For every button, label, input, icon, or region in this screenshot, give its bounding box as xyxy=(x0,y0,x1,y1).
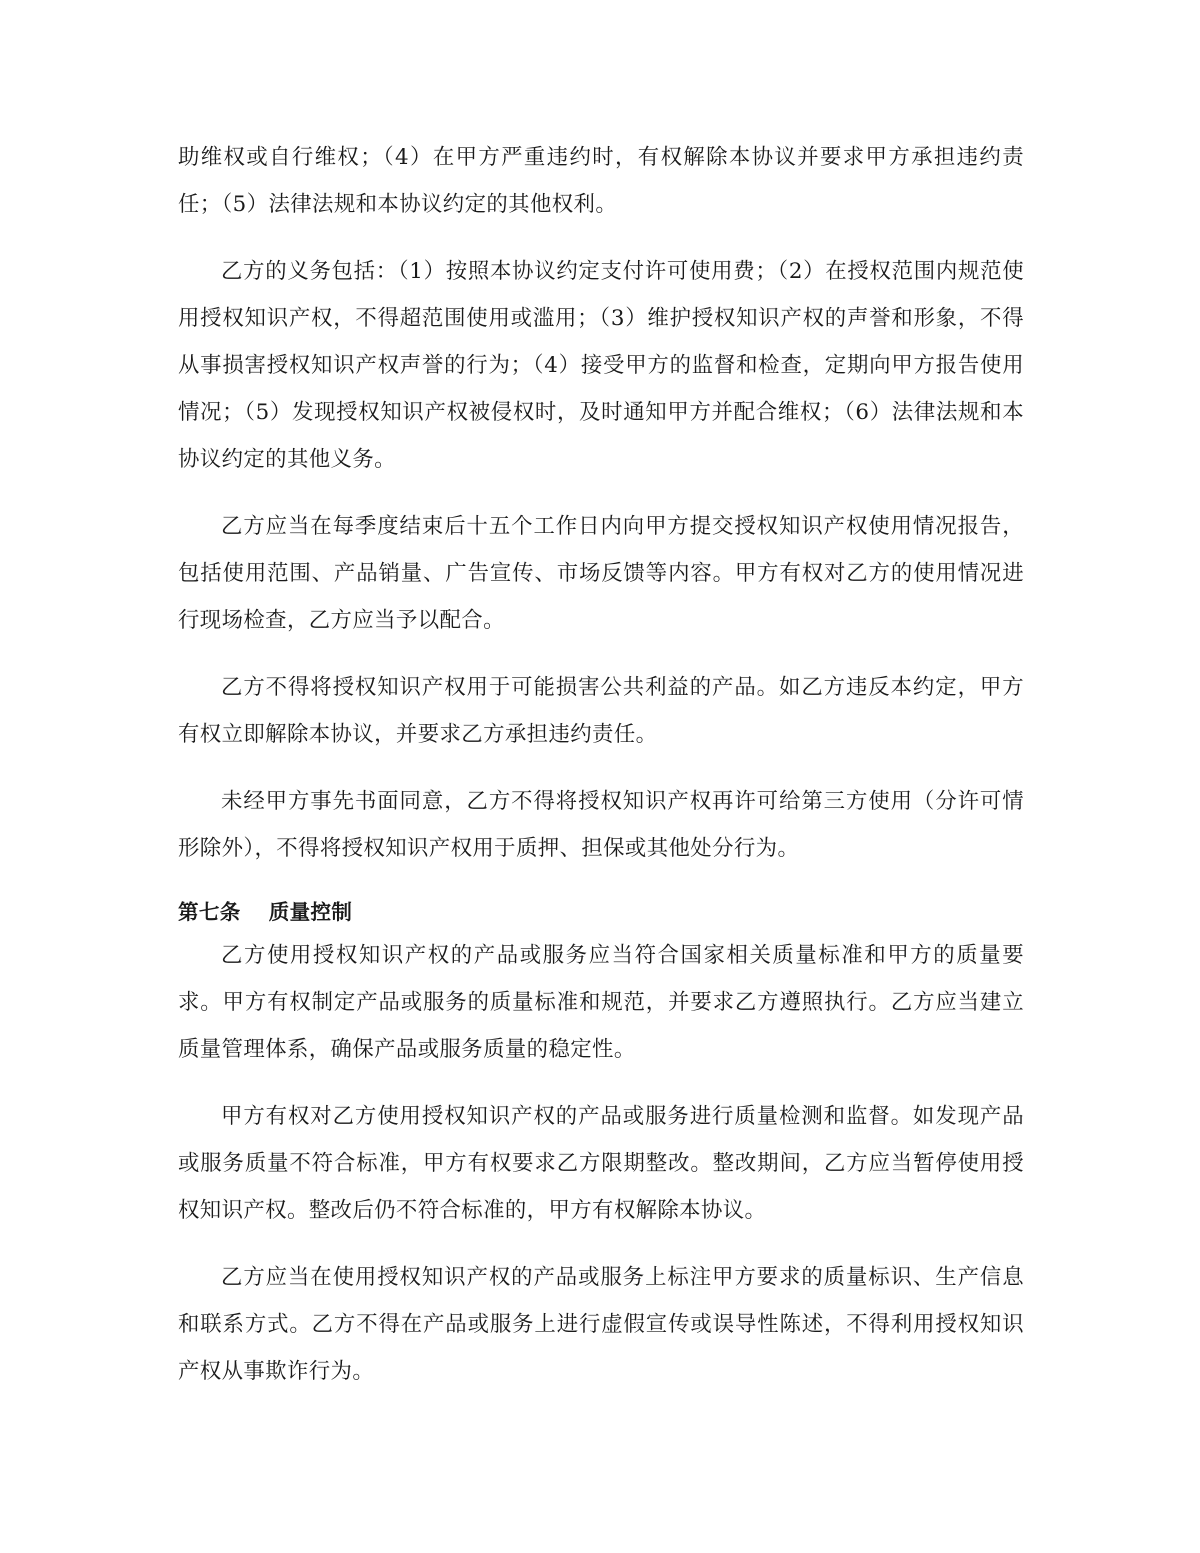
paragraph-quality-labeling: 乙方应当在使用授权知识产权的产品或服务上标注甲方要求的质量标识、生产信息和联系方式。乙方不得在产品或服务上进行虚假宣传或误导性陈述，不得利用授权知识产权从事欺诈行为。 xyxy=(178,1265,1024,1384)
paragraph-quality-standards: 乙方使用授权知识产权的产品或服务应当符合国家相关质量标准和甲方的质量要求。甲方有权制定产品或服务的质量标准和规范，并要求乙方遵照执行。乙方应当建立质量管理体系，确保产品或服务质量的稳定性。 xyxy=(178,943,1024,1062)
section-number: 第七条 xyxy=(178,900,241,924)
paragraph-sublicense-restriction: 未经甲方事先书面同意，乙方不得将授权知识产权再许可给第三方使用（分许可情形除外），不得将授权知识产权用于质押、担保或其他处分行为。 xyxy=(178,789,1024,861)
section-title: 质量控制 xyxy=(268,900,353,924)
paragraph-usage-report: 乙方应当在每季度结束后十五个工作日内向甲方提交授权知识产权使用情况报告，包括使用范围、产品销量、广告宣传、市场反馈等内容。甲方有权对乙方的使用情况进行现场检查，乙方应当予以配合。 xyxy=(178,514,1024,633)
section-heading-article-7 xyxy=(178,892,1024,932)
paragraph-rights-continued: 助维权或自行维权；（4）在甲方严重违约时，有权解除本协议并要求甲方承担违约责任；（5）法律法规和本协议约定的其他权利。 xyxy=(178,145,1024,217)
paragraph-quality-inspection: 甲方有权对乙方使用授权知识产权的产品或服务进行质量检测和监督。如发现产品或服务质量不符合标准，甲方有权要求乙方限期整改。整改期间，乙方应当暂停使用授权知识产权。整改后仍不符合标准的，甲方有权解除本协议。 xyxy=(178,1104,1024,1223)
document-body xyxy=(178,134,1024,1415)
paragraph-party-b-obligations: 乙方的义务包括：（1）按照本协议约定支付许可使用费；（2）在授权范围内规范使用授权知识产权，不得超范围使用或滥用；（3）维护授权知识产权的声誉和形象，不得从事损害授权知识产权声誉的行为；（4）接受甲方的监督和检查，定期向甲方报告使用情况；（5）发现授权知识产权被侵权时，及时通知甲方并配合维权；（6）法律法规和本协议约定的其他义务。 xyxy=(178,259,1024,472)
paragraph-public-interest: 乙方不得将授权知识产权用于可能损害公共利益的产品。如乙方违反本约定，甲方有权立即解除本协议，并要求乙方承担违约责任。 xyxy=(178,675,1024,747)
